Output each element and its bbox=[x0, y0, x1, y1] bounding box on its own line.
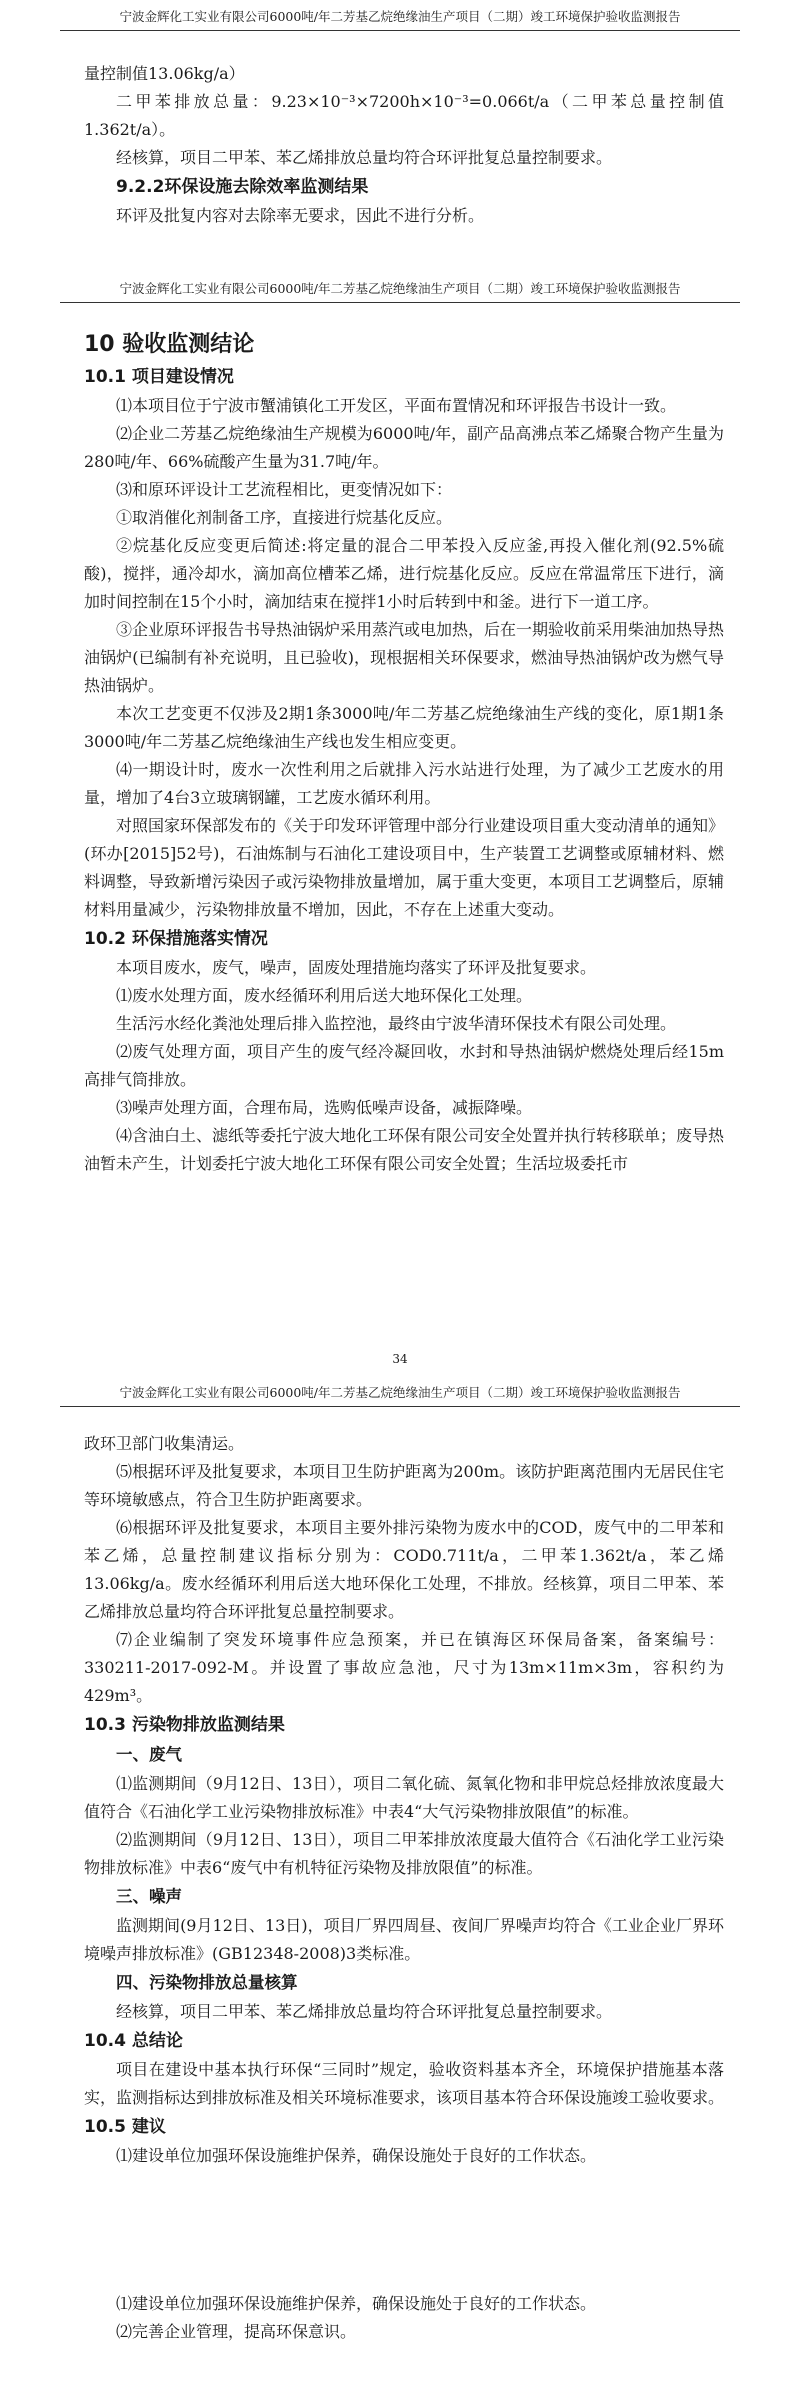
paragraph: ③企业原环评报告书导热油锅炉采用蒸汽或电加热，后在一期验收前采用柴油加热导热油锅炉(已编制有补充说明，且已验收)，现根据相关环保要求，燃油导热油锅炉改为燃气导热油锅炉。 bbox=[84, 620, 725, 695]
paragraph: ⑺企业编制了突发环境事件应急预案，并已在镇海区环保局备案，备案编号：330211-2017-092-M。并设置了事故应急池，尺寸为13m×11m×3m，容积约为429m³。 bbox=[84, 1630, 724, 1705]
paragraph: ②烷基化反应变更后简述:将定量的混合二甲苯投入反应釜,再投入催化剂(92.5%硫酸)，搅拌，通冷却水，滴加高位槽苯乙烯，进行烷基化反应。反应在常温常压下进行，滴加时间控制在15个小时，滴加结束在搅拌1小时后转到中和釜。进行下一道工序。 bbox=[84, 536, 724, 611]
subsection-heading: 四、污染物排放总量核算 bbox=[116, 1973, 298, 1992]
paragraph: 本项目废水，废气，噪声，固废处理措施均落实了环评及批复要求。 bbox=[116, 958, 597, 977]
paragraph: ⑴监测期间（9月12日、13日），项目二氧化硫、氮氧化物和非甲烷总烃排放浓度最大值符合《石油化学工业污染物排放标准》中表4“大气污染物排放限值”的标准。 bbox=[84, 1774, 724, 1821]
chapter-title: 10 验收监测结论 bbox=[84, 332, 255, 357]
paragraph: ⑴本项目位于宁波市蟹浦镇化工开发区，平面布置情况和环评报告书设计一致。 bbox=[116, 396, 677, 415]
section-heading: 10.4 总结论 bbox=[84, 2031, 183, 2051]
subsection-heading: 三、噪声 bbox=[116, 1887, 182, 1906]
section-heading: 9.2.2环保设施去除效率监测结果 bbox=[116, 177, 369, 197]
paragraph: 本次工艺变更不仅涉及2期1条3000吨/年二芳基乙烷绝缘油生产线的变化，原1期1条3000吨/年二芳基乙烷绝缘油生产线也发生相应变更。 bbox=[84, 704, 724, 751]
page-1-body bbox=[84, 60, 724, 230]
paragraph: ⑷含油白土、滤纸等委托宁波大地化工环保有限公司安全处置并执行转移联单；废导热油暂未产生，计划委托宁波大地化工环保有限公司安全处置；生活垃圾委托市 bbox=[84, 1126, 725, 1173]
section-heading: 10.5 建议 bbox=[84, 2117, 166, 2137]
page-header: 宁波金辉化工实业有限公司6000吨/年二芳基乙烷绝缘油生产项目（二期）竣工环境保护验收监测报告 bbox=[60, 8, 740, 31]
paragraph: ⑸根据环评及批复要求，本项目卫生防护距离为200m。该防护距离范围内无居民住宅等环境敏感点，符合卫生防护距离要求。 bbox=[84, 1462, 724, 1509]
paragraph: 二甲苯排放总量：9.23×10⁻³×7200h×10⁻³=0.066t/a（二甲苯总量控制值1.362t/a）。 bbox=[84, 92, 724, 139]
paragraph: 项目在建设中基本执行环保“三同时”规定，验收资料基本齐全，环境保护措施基本落实，监测指标达到排放标准及相关环境标准要求，该项目基本符合环保设施竣工验收要求。 bbox=[84, 2060, 725, 2107]
page-3-footer-text bbox=[84, 2290, 724, 2346]
section-heading: 10.3 污染物排放监测结果 bbox=[84, 1715, 285, 1735]
page-number: 34 bbox=[392, 1352, 408, 1366]
page-header: 宁波金辉化工实业有限公司6000吨/年二芳基乙烷绝缘油生产项目（二期）竣工环境保护验收监测报告 bbox=[60, 1384, 740, 1407]
paragraph: ⑵监测期间（9月12日、13日），项目二甲苯排放浓度最大值符合《石油化学工业污染物排放标准》中表6“废气中有机特征污染物及排放限值”的标准。 bbox=[84, 1830, 724, 1877]
paragraph: 对照国家环保部发布的《关于印发环评管理中部分行业建设项目重大变动清单的通知》(环办[2015]52号)，石油炼制与石油化工建设项目中，生产装置工艺调整或原辅材料、燃料调整，导致新增污染因子或污染物排放量增加，属于重大变更，本项目工艺调整后，原辅材料用量减少，污染物排放量不增加，因此，不存在上述重大变动。 bbox=[84, 816, 725, 919]
paragraph: ⑴建设单位加强环保设施维护保养，确保设施处于良好的工作状态。 bbox=[116, 2146, 597, 2165]
paragraph: ⑵完善企业管理，提高环保意识。 bbox=[116, 2322, 357, 2341]
page-2-body bbox=[84, 328, 724, 1178]
section-heading: 10.2 环保措施落实情况 bbox=[84, 929, 268, 949]
paragraph: 经核算，项目二甲苯、苯乙烯排放总量均符合环评批复总量控制要求。 bbox=[116, 2002, 613, 2021]
paragraph: 生活污水经化粪池处理后排入监控池，最终由宁波华清环保技术有限公司处理。 bbox=[116, 1014, 677, 1033]
paragraph: ⑴废水处理方面，废水经循环利用后送大地环保化工处理。 bbox=[116, 986, 533, 1005]
paragraph: 监测期间(9月12日、13日)，项目厂界四周昼、夜间厂界噪声均符合《工业企业厂界环境噪声排放标准》(GB12348-2008)3类标准。 bbox=[84, 1916, 724, 1963]
paragraph: ⑵企业二芳基乙烷绝缘油生产规模为6000吨/年，副产品高沸点苯乙烯聚合物产生量为280吨/年、66%硫酸产生量为31.7吨/年。 bbox=[84, 424, 724, 471]
paragraph: ⑴建设单位加强环保设施维护保养，确保设施处于良好的工作状态。 bbox=[116, 2294, 597, 2313]
paragraph: 量控制值13.06kg/a） bbox=[84, 64, 245, 83]
paragraph: ⑶和原环评设计工艺流程相比，更变情况如下： bbox=[116, 480, 453, 499]
paragraph: ⑶噪声处理方面，合理布局，选购低噪声设备，减振降噪。 bbox=[116, 1098, 533, 1117]
paragraph: 环评及批复内容对去除率无要求，因此不进行分析。 bbox=[116, 206, 485, 225]
paragraph: ⑷一期设计时，废水一次性利用之后就排入污水站进行处理，为了减少工艺废水的用量，增加了4台3立玻璃钢罐，工艺废水循环利用。 bbox=[84, 760, 724, 807]
page-3-body bbox=[84, 1430, 724, 2170]
paragraph: 经核算，项目二甲苯、苯乙烯排放总量均符合环评批复总量控制要求。 bbox=[116, 148, 613, 167]
page-header: 宁波金辉化工实业有限公司6000吨/年二芳基乙烷绝缘油生产项目（二期）竣工环境保护验收监测报告 bbox=[60, 280, 740, 303]
paragraph: 政环卫部门收集清运。 bbox=[84, 1434, 245, 1453]
paragraph: ⑹根据环评及批复要求，本项目主要外排污染物为废水中的COD，废气中的二甲苯和苯乙烯，总量控制建议指标分别为：COD0.711t/a，二甲苯1.362t/a，苯乙烯13.06kg/a。废水经循环利用后送大地环保化工处理，不排放。经核算，项目二甲苯、苯乙烯排放总量均符合环评批复总量控制要求。 bbox=[84, 1518, 724, 1621]
paragraph: ⑵废气处理方面，项目产生的废气经冷凝回收，水封和导热油锅炉燃烧处理后经15m高排气筒排放。 bbox=[84, 1042, 724, 1089]
subsection-heading: 一、废气 bbox=[116, 1745, 182, 1764]
paragraph: ①取消催化剂制备工序，直接进行烷基化反应。 bbox=[116, 508, 453, 527]
section-heading: 10.1 项目建设情况 bbox=[84, 367, 234, 387]
